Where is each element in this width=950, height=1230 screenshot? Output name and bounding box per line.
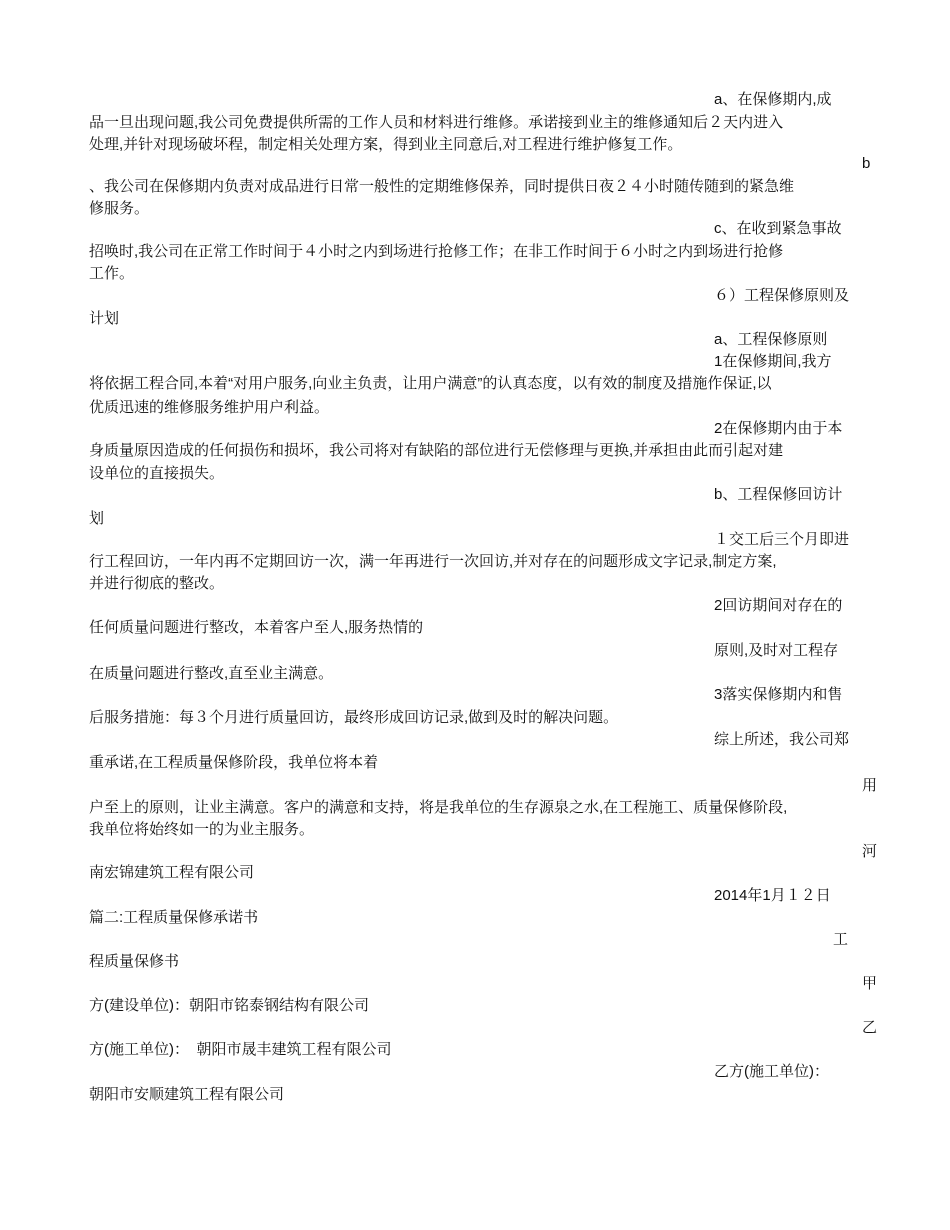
doc-line: １交工后三个月即进 [714, 531, 850, 548]
doc-line: 设单位的直接损失。 [89, 465, 225, 482]
doc-line: 朝阳市安顺建筑工程有限公司 [89, 1086, 285, 1103]
doc-line: 综上所述，我公司郑 [714, 731, 850, 748]
doc-line: 身质量原因造成的任何损伤和损坏，我公司将对有缺陷的部位进行无偿修理与更换,并承担由此而引起对建 [89, 442, 784, 459]
doc-line: 、我公司在保修期内负责对成品进行日常一般性的定期维修保养，同时提供日夜２４小时随传随到的紧急维 [89, 178, 795, 195]
doc-line: 2在保修期内由于本 [714, 420, 843, 437]
doc-line: 户至上的原则，让业主满意。客户的满意和支持，将是我单位的生存源泉之水,在工程施工、质量保修阶段, [89, 799, 788, 816]
doc-line: 工作。 [89, 265, 135, 282]
doc-line: ６）工程保修原则及 [714, 287, 850, 304]
doc-line: 并进行彻底的整改。 [89, 575, 225, 592]
doc-line: 3落实保修期内和售 [714, 686, 843, 703]
doc-line: 品一旦出现问题,我公司免费提供所需的工作人员和材料进行维修。承诺接到业主的维修通知后２天内进入 [89, 114, 784, 131]
doc-line: 招唤时,我公司在正常工作时间于４小时之内到场进行抢修工作；在非工作时间于６小时之内到场进行抢修 [89, 243, 784, 260]
doc-line: 篇二:工程质量保修承诺书 [89, 909, 259, 926]
doc-line: b、工程保修回访计 [714, 486, 843, 503]
doc-line: 用 [862, 777, 878, 794]
doc-line: 甲 [862, 975, 878, 992]
doc-line: 后服务措施：每３个月进行质量回访，最终形成回访记录,做到及时的解决问题。 [89, 709, 619, 726]
doc-line: 处理,并针对现场破坏程，制定相关处理方案，得到业主同意后,对工程进行维护修复工作。 [89, 136, 683, 153]
doc-line: 方(建设单位)：朝阳市铭泰钢结构有限公司 [89, 997, 369, 1014]
doc-line: b [862, 155, 871, 172]
doc-line: 乙 [862, 1019, 878, 1036]
doc-line: 工 [833, 931, 849, 948]
doc-line: 1在保修期间,我方 [714, 353, 832, 370]
doc-line: 计划 [89, 310, 120, 327]
doc-line: 任何质量问题进行整改，本着客户至人,服务热情的 [89, 619, 424, 636]
doc-line: 2回访期间对存在的 [714, 597, 843, 614]
doc-line: 将依据工程合同,本着“对用户服务,向业主负责，让用户满意”的认真态度，以有效的制度及措施作保证,以 [89, 375, 772, 392]
doc-line: 重承诺,在工程质量保修阶段，我单位将本着 [89, 754, 379, 771]
doc-line: 优质迅速的维修服务维护用户利益。 [89, 399, 330, 416]
doc-line: 修服务。 [89, 200, 150, 217]
doc-line: 我单位将始终如一的为业主服务。 [89, 821, 315, 838]
doc-line: a、工程保修原则 [714, 331, 828, 348]
doc-line: 方(施工单位)： 朝阳市晟丰建筑工程有限公司 [89, 1041, 392, 1058]
doc-line: 原则,及时对工程存 [714, 642, 839, 659]
doc-line: c、在收到紧急事故 [714, 220, 842, 237]
doc-line: 河 [862, 843, 878, 860]
doc-line: 在质量问题进行整改,直至业主满意。 [89, 665, 334, 682]
doc-line: 乙方(施工单位)： [714, 1063, 829, 1080]
doc-line: a、在保修期内,成 [714, 91, 832, 108]
doc-line: 划 [89, 510, 105, 527]
doc-line: 2014年1月１２日 [714, 887, 831, 904]
doc-line: 程质量保修书 [89, 953, 180, 970]
doc-line: 行工程回访，一年内再不定期回访一次，满一年再进行一次回访,并对存在的问题形成文字记录,制定方案, [89, 553, 777, 570]
doc-line: 南宏锦建筑工程有限公司 [89, 864, 255, 881]
